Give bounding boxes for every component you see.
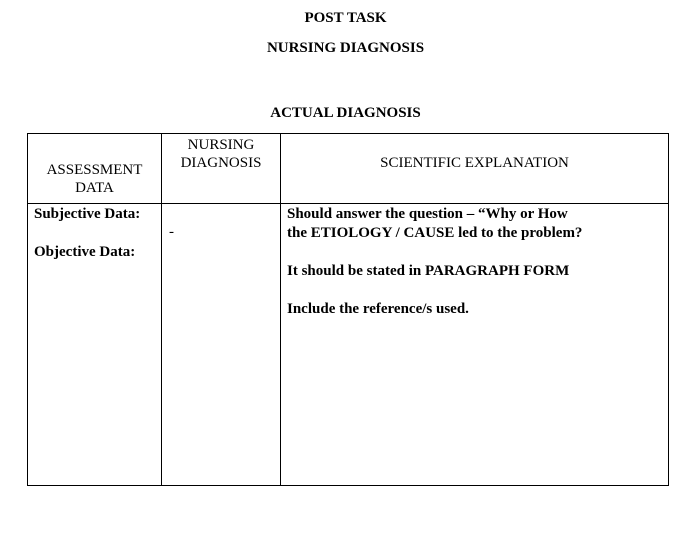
explanation-line-2: the ETIOLOGY / CAUSE led to the problem?: [287, 225, 583, 241]
nursing-diagnosis-cell[interactable]: [162, 204, 281, 486]
scientific-explanation-cell[interactable]: [281, 204, 669, 486]
header-nursing-diagnosis: [162, 134, 281, 204]
document-title: POST TASK: [304, 10, 387, 26]
diagnosis-bullet: -: [169, 224, 174, 240]
reference-instruction: Include the reference/s used.: [287, 301, 469, 317]
header-assessment-line2: DATA: [75, 179, 114, 196]
paragraph-form-instruction: It should be stated in PARAGRAPH FORM: [287, 263, 570, 279]
section-title: ACTUAL DIAGNOSIS: [270, 105, 421, 121]
subjective-data-label: Subjective Data:: [34, 206, 141, 222]
header-diagnosis-line1: NURSING: [187, 137, 255, 153]
diagnosis-table: [27, 133, 669, 486]
header-diagnosis-line2: DIAGNOSIS: [180, 155, 262, 171]
table-body-row: [28, 204, 669, 486]
header-assessment-data: [28, 134, 162, 204]
table-header-row: [28, 134, 669, 204]
document-subtitle: NURSING DIAGNOSIS: [266, 40, 425, 56]
assessment-data-cell[interactable]: [28, 204, 162, 486]
objective-data-label: Objective Data:: [34, 244, 136, 260]
header-scientific-explanation: SCIENTIFIC EXPLANATION: [281, 134, 669, 204]
explanation-line-1: Should answer the question – “Why or How: [287, 206, 568, 222]
header-assessment-line1: ASSESSMENT: [46, 161, 143, 178]
